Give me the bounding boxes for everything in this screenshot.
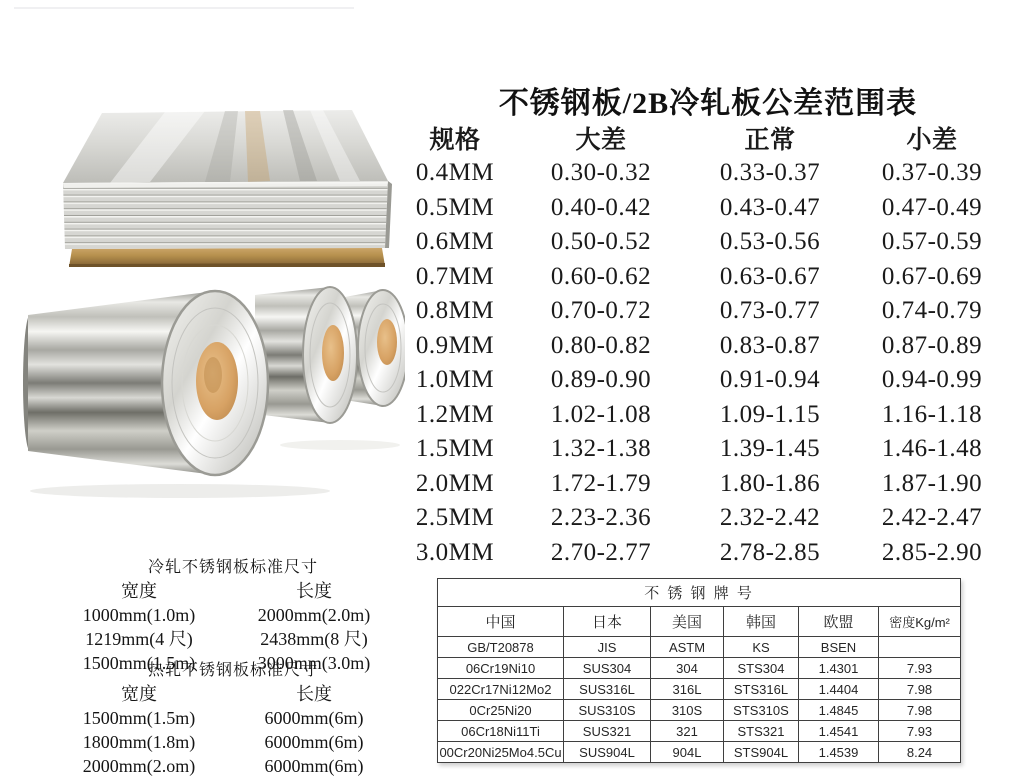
tolerance-value: 2.70-2.77 [550,538,652,566]
steel-coils-illustration [20,265,405,505]
dimension-value: 2000mm(2.om) [82,756,196,776]
tolerance-spec: 0.4MM [415,159,495,187]
tolerance-row [399,294,1015,329]
dimension-value: 1800mm(1.8m) [82,732,196,752]
tolerance-col-header: 规格 [429,126,481,154]
tolerance-value: 0.87-0.89 [881,331,983,359]
tolerance-spec: 3.0MM [415,538,495,566]
grades-cell: 7.98 [879,700,961,721]
tolerance-row [399,260,1015,295]
tolerance-value: 0.91-0.94 [719,366,821,394]
tolerance-value: 2.78-2.85 [719,538,821,566]
tolerance-spec: 0.6MM [415,228,495,256]
tolerance-value: 1.09-1.15 [719,400,821,428]
dimension-value: 1000mm(1.0m) [82,605,196,625]
dimension-title: 热轧不锈钢板标准尺寸 [147,662,318,679]
page-title: 不锈钢板/2B冷轧板公差范围表 [498,87,918,120]
tolerance-value: 2.42-2.47 [881,504,983,532]
tolerance-row [399,467,1015,502]
tolerance-col-header: 正常 [744,126,796,154]
scan-artifact-line [14,7,354,9]
tolerance-value: 1.02-1.08 [550,400,652,428]
grades-cell: SUS904L [564,742,651,763]
tolerance-value: 0.47-0.49 [881,193,983,221]
grades-col-header: 密度Kg/m² [879,607,961,637]
dimension-col-header: 长度 [296,581,332,601]
grades-row [438,637,961,658]
tolerance-value: 1.87-1.90 [881,469,983,497]
grades-cell: 00Cr20Ni25Mo4.5Cu [438,742,564,763]
grades-row [438,658,961,679]
tolerance-value: 1.46-1.48 [881,435,983,463]
tolerance-value: 0.50-0.52 [550,228,652,256]
tolerance-header-row [399,119,1015,156]
tolerance-value: 0.94-0.99 [881,366,983,394]
dimension-row [58,627,408,651]
tolerance-value: 1.16-1.18 [881,400,983,428]
tolerance-col-header: 大差 [575,126,627,154]
tolerance-value: 0.33-0.37 [719,159,821,187]
grades-row [438,700,961,721]
tolerance-spec: 0.7MM [415,262,495,290]
grades-col-header: 日本 [564,607,651,637]
cold-rolled-dimensions [58,556,408,675]
tolerance-value: 0.80-0.82 [550,331,652,359]
tolerance-value: 0.74-0.79 [881,297,983,325]
grades-cell: 7.93 [879,658,961,679]
dimension-value: 3000mm(3.0m) [257,653,371,673]
tolerance-spec: 0.8MM [415,297,495,325]
dimension-value: 1219mm(4 尺) [85,629,193,649]
grades-cell: SUS321 [564,721,651,742]
dimension-row [58,603,408,627]
grades-cell: STS304 [724,658,799,679]
tolerance-value: 2.32-2.42 [719,504,821,532]
grades-cell: 1.4845 [799,700,879,721]
tolerance-value: 0.53-0.56 [719,228,821,256]
grades-title: 不 锈 钢 牌 号 [438,579,961,607]
grades-cell: 1.4539 [799,742,879,763]
grades-cell: 1.4301 [799,658,879,679]
dimension-row [58,754,408,778]
tolerance-spec: 1.0MM [415,366,495,394]
dimension-value: 2000mm(2.0m) [257,605,371,625]
grades-cell: SUS316L [564,679,651,700]
tolerance-value: 0.83-0.87 [719,331,821,359]
grades-cell: SUS310S [564,700,651,721]
grades-cell: STS310S [724,700,799,721]
tolerance-table [399,119,1015,570]
dimension-value: 6000mm(6m) [264,708,364,728]
grades-cell: KS [724,637,799,658]
grades-cell: 1.4404 [799,679,879,700]
dimension-value: 1500mm(1.5m) [82,653,196,673]
grades-cell: 7.98 [879,679,961,700]
tolerance-value: 0.57-0.59 [881,228,983,256]
grades-cell: 06Cr18Ni11Ti [438,721,564,742]
tolerance-spec: 2.5MM [415,504,495,532]
tolerance-row [399,536,1015,571]
tolerance-value: 1.39-1.45 [719,435,821,463]
steel-plates-photo [55,80,400,275]
tolerance-spec: 0.9MM [415,331,495,359]
steel-plates-illustration [55,80,400,275]
grades-cell: 8.24 [879,742,961,763]
grades-cell: GB/T20878 [438,637,564,658]
tolerance-row [399,432,1015,467]
grades-col-header: 中国 [438,607,564,637]
dimension-value: 2438mm(8 尺) [260,629,368,649]
tolerance-spec: 1.5MM [415,435,495,463]
tolerance-spec: 1.2MM [415,400,495,428]
grades-table [437,578,961,763]
dimension-row [58,706,408,730]
tolerance-row [399,225,1015,260]
grades-cell: 7.93 [879,721,961,742]
grades-cell: 1.4541 [799,721,879,742]
dimension-value: 6000mm(6m) [264,756,364,776]
grades-cell: SUS304 [564,658,651,679]
tolerance-value: 0.30-0.32 [550,159,652,187]
tolerance-spec: 2.0MM [415,469,495,497]
dimension-col-header: 宽度 [121,581,157,601]
grades-title-row [438,579,961,607]
grades-cell: BSEN [799,637,879,658]
tolerance-row [399,191,1015,226]
dimension-col-header: 宽度 [121,684,157,704]
grades-cell: 904L [651,742,724,763]
grades-cell: 06Cr19Ni10 [438,658,564,679]
grades-cell: JIS [564,637,651,658]
dimension-title: 冷轧不锈钢板标准尺寸 [147,559,318,576]
tolerance-row [399,398,1015,433]
grades-cell: 0Cr25Ni20 [438,700,564,721]
dimension-value: 6000mm(6m) [264,732,364,752]
grades-cell: STS321 [724,721,799,742]
tolerance-col-header: 小差 [906,126,958,154]
dimension-header-row [58,579,408,603]
tolerance-row [399,501,1015,536]
tolerance-value: 1.72-1.79 [550,469,652,497]
hot-rolled-dimensions [58,659,408,778]
grades-cell: STS316L [724,679,799,700]
tolerance-row [399,363,1015,398]
grades-row [438,742,961,763]
grades-cell: STS904L [724,742,799,763]
grades-row [438,679,961,700]
grades-cell [879,637,961,658]
grades-col-header: 美国 [651,607,724,637]
grades-cell: 321 [651,721,724,742]
dimension-value: 1500mm(1.5m) [82,708,196,728]
dimension-header-row [58,682,408,706]
grades-cell: 304 [651,658,724,679]
grades-col-header: 欧盟 [799,607,879,637]
grades-header-row [438,607,961,637]
dimension-col-header: 长度 [296,684,332,704]
grades-col-header: 韩国 [724,607,799,637]
steel-coils-photo [20,265,405,505]
tolerance-value: 0.73-0.77 [719,297,821,325]
tolerance-value: 0.43-0.47 [719,193,821,221]
tolerance-value: 0.67-0.69 [881,262,983,290]
grades-row [438,721,961,742]
tolerance-value: 2.23-2.36 [550,504,652,532]
tolerance-value: 0.40-0.42 [550,193,652,221]
tolerance-value: 2.85-2.90 [881,538,983,566]
tolerance-value: 0.60-0.62 [550,262,652,290]
tolerance-value: 0.70-0.72 [550,297,652,325]
tolerance-row [399,329,1015,364]
grades-cell: ASTM [651,637,724,658]
tolerance-value: 1.80-1.86 [719,469,821,497]
tolerance-value: 1.32-1.38 [550,435,652,463]
grades-cell: 316L [651,679,724,700]
grades-cell: 310S [651,700,724,721]
dimension-row [58,730,408,754]
tolerance-row [399,156,1015,191]
tolerance-spec: 0.5MM [415,193,495,221]
tolerance-value: 0.63-0.67 [719,262,821,290]
tolerance-value: 0.89-0.90 [550,366,652,394]
grades-cell: 022Cr17Ni12Mo2 [438,679,564,700]
tolerance-value: 0.37-0.39 [881,159,983,187]
